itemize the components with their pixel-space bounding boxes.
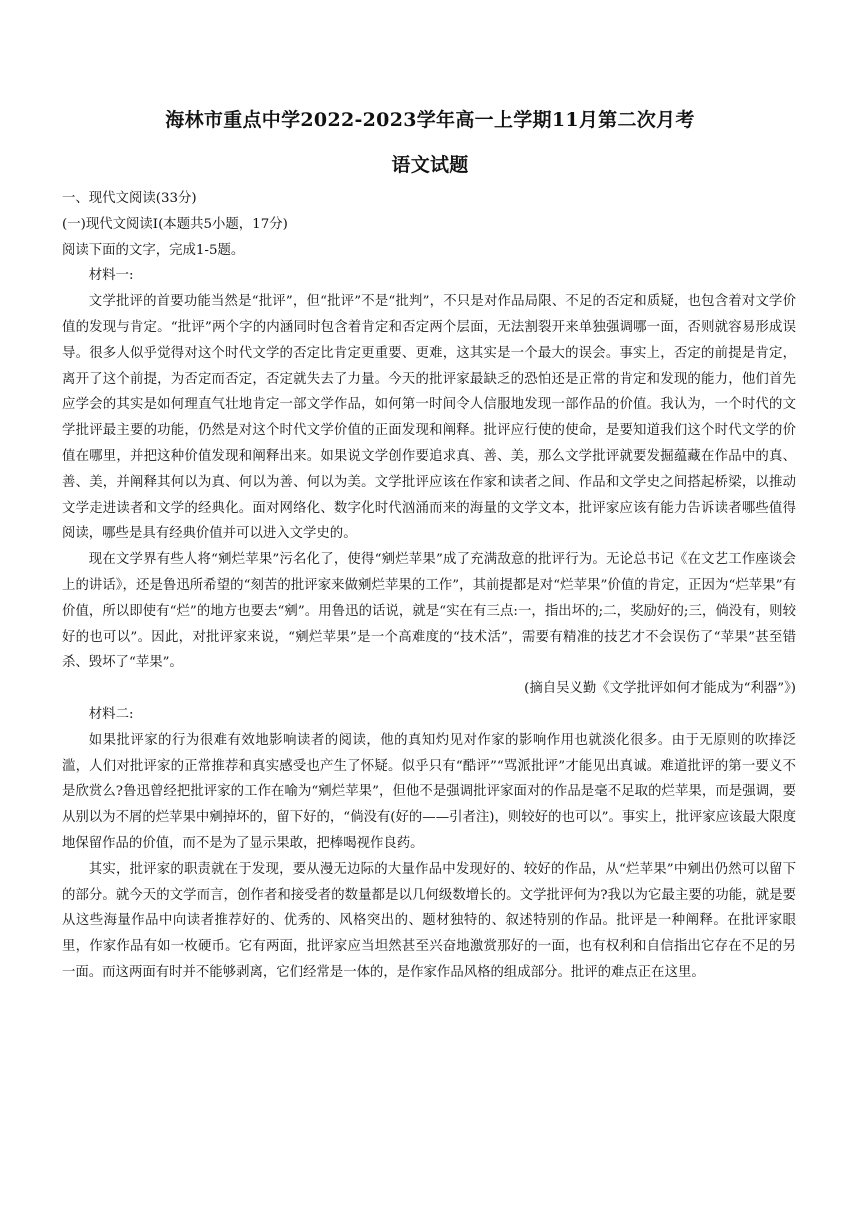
material-one-paragraph-2: 现在文学界有些人将“剜烂苹果”污名化了，使得“剜烂苹果”成了充满敌意的批评行为。无论总书记《在文艺工作座谈会上的讲话》，还是鲁迅所希望的“刻苦的批评家来做剜烂苹果的工作”，其前提都是对“烂苹果”价值的肯定，正因为“烂苹果”有价值，所以即使有“烂”的地方也要去“剜”。用鲁迅的话说，就是“实在有三点:一，指出坏的;二，奖励好的;三，倘没有，则较好的也可以”。因此，对批评家来说，“剜烂苹果”是一个高难度的“技术活”，需要有精准的技艺才不会误伤了“苹果”甚至错杀、毁坏了“苹果”。 (62, 552, 796, 671)
reading-instruction: 阅读下面的文字，完成1-5题。 (62, 242, 245, 258)
section-heading: 一、现代文阅读(33分) (62, 191, 197, 206)
exam-subtitle: 语文试题 (391, 154, 469, 176)
subsection-heading: (一)现代文阅读Ⅰ(本题共5小题，17分) (62, 216, 288, 232)
material-two-paragraph-2: 其实，批评家的职责就在于发现，要从漫无边际的大量作品中发现好的、较好的作品，从“烂苹果”中剜出仍然可以留下的部分。就今天的文学而言，创作者和接受者的数量都是以几何级数增长的。文学批评何为?我以为它最主要的功能，就是要从这些海量作品中向读者推荐好的、优秀的、风格突出的、题材独特的、叙述特别的作品。批评是一种阐释。在批评家眼里，作家作品有如一枚硬币。它有两面，批评家应当坦然甚至兴奋地激赏那好的一面，也有权利和自信指出它存在不足的另一面。而这两面有时并不能够剥离，它们经常是一体的，是作家作品风格的组成部分。批评的难点正在这里。 (62, 861, 796, 980)
material-two-label: 材料二: (88, 706, 134, 722)
material-two-paragraph-1: 如果批评家的行为很难有效地影响读者的阅读，他的真知灼见对作家的影响作用也就淡化很多。由于无原则的吹捧泛滥，人们对批评家的正常推荐和真实感受也产生了怀疑。似乎只有“酷评”“骂派批评”才能见出真诚。难道批评的第一要义不是欣赏么?鲁迅曾经把批评家的工作在喻为“剜烂苹果”，但他不是强调批评家面对的作品是毫不足取的烂苹果，而是强调，要从别以为不屑的烂苹果中剜掉坏的，留下好的，“倘没有(好的——引者注)，则较好的也可以”。事实上，批评家应该最大限度地保留作品的价值，而不是为了显示果敢，把棒喝视作良药。 (62, 732, 796, 851)
material-one-paragraph-1: 文学批评的首要功能当然是“批评”，但“批评”不是“批判”，不只是对作品局限、不足的否定和质疑，也包含着对文学价值的发现与肯定。“批评”两个字的内涵同时包含着肯定和否定两个层面，无法割裂开来单独强调哪一面，否则就容易形成误导。很多人似乎觉得对这个时代文学的否定比肯定更重要、更难，这其实是一个最大的误会。事实上，否定的前提是肯定，离开了这个前提，为否定而否定，否定就失去了力量。今天的批评家最缺乏的恐怕还是正常的肯定和发现的能力，他们首先应学会的其实是如何理直气壮地肯定一部文学作品，如何第一时间令人信服地发现一部作品的价值。我认为，一个时代的文学批评最主要的功能，仍然是对这个时代文学价值的正面发现和阐释。批评应行使的使命，是要知道我们这个时代文学的价值在哪里，并把这种价值发现和阐释出来。如果说文学创作要追求真、善、美，那么文学批评就要发掘蕴藏在作品中的真、善、美，并阐释其何以为真、何以为善、何以为美。文学批评应该在作家和读者之间、作品和文学史之间搭起桥梁，以推动文学走进读者和文学的经典化。面对网络化、数字化时代汹涌而来的海量的文学文本，批评家应该有能力告诉读者哪些值得阅读，哪些是具有经典价值并可以进入文学史的。 (62, 294, 796, 542)
exam-content (62, 186, 796, 986)
material-one-source: (摘自吴义勤《文学批评如何才能成为“利器”》) (524, 681, 796, 697)
exam-title: 海林市重点中学2022-2023学年高一上学期11月第二次月考 (165, 109, 695, 131)
material-one-label: 材料一: (88, 268, 134, 284)
